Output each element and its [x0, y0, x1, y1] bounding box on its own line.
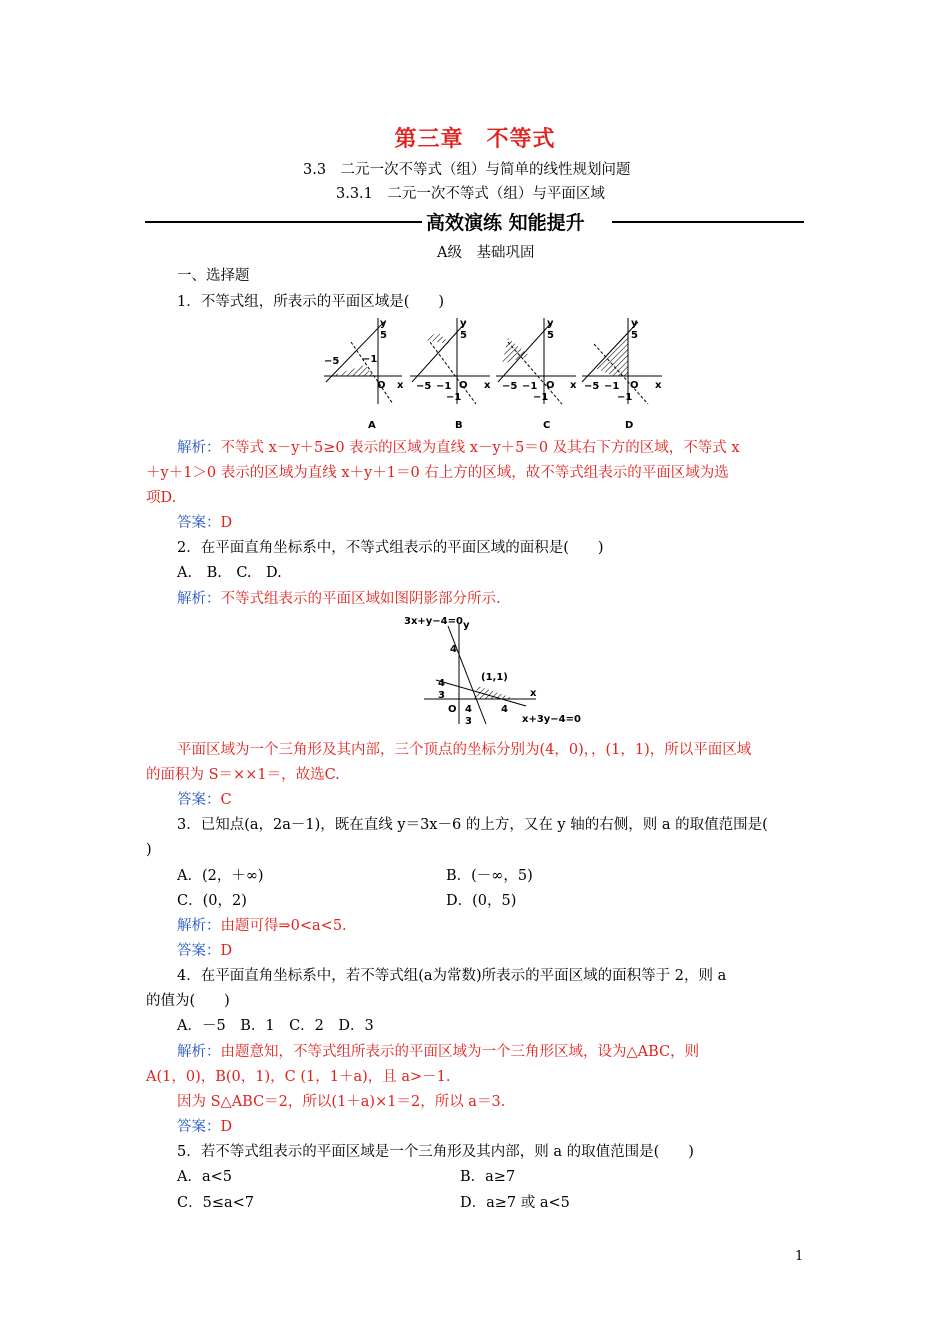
q2-options: A. B. C. D.: [177, 565, 282, 581]
q3-stem-line-1: 3．已知点(a，2a－1)，既在直线 y＝3x－6 的上方，又在 y 轴的右侧，则 a 的取值范围是(: [177, 817, 768, 833]
origin-label: O: [377, 380, 386, 391]
tick-5-label: 5: [460, 330, 467, 341]
q5-option-d: D．a≥7 或 a<5: [460, 1195, 570, 1211]
part-heading: 一、选择题: [177, 268, 250, 284]
analysis-text: 由题可得⇒0<a<5.: [220, 918, 347, 934]
q5-option-c: C．5≤a<7: [177, 1195, 254, 1211]
q1-answer: [177, 513, 232, 533]
tick-4-y-label: 4: [450, 644, 457, 655]
subsection-title: 3.3.1 二元一次不等式（组）与平面区域: [336, 186, 605, 202]
tick-neg1-label: −1: [362, 354, 378, 365]
tick-neg1-y-label: −1: [446, 392, 462, 403]
tick-four-thirds-x-numerator: 4: [465, 704, 472, 715]
q2-conclusion-line-1: 平面区域为一个三角形及其内部，三个顶点的坐标分别为(4，0)，，(1，1)，所以平面区域: [177, 742, 752, 758]
tick-neg5-label: −5: [502, 381, 518, 392]
q4-stem-line-1: 4．在平面直角坐标系中，若不等式组(a为常数)所表示的平面区域的面积等于 2，则 a: [177, 968, 727, 984]
banner-right-rule: [612, 221, 804, 223]
q5-option-a: A．a<5: [177, 1169, 232, 1185]
option-label: B: [455, 420, 463, 431]
q5-stem: 5．若不等式组表示的平面区域是一个三角形及其内部，则 a 的取值范围是( ): [177, 1144, 694, 1160]
chapter-title: 第三章 不等式: [394, 126, 556, 152]
tick-neg1-y-label: −1: [533, 392, 549, 403]
tick-neg1-label: −1: [604, 381, 620, 392]
q1-analysis-line-3: 项D.: [146, 490, 177, 506]
analysis-label: 解析：: [177, 918, 221, 934]
tick-5-label: 5: [380, 330, 387, 341]
tick-neg1-label: −1: [436, 381, 452, 392]
q3-option-b: B．(－∞，5): [446, 868, 533, 884]
q3-option-d: D．(0，5): [446, 893, 517, 909]
tick-four-thirds-x-denominator: 3: [465, 716, 472, 727]
q2-conclusion-line-2: 的面积为 S＝××1＝，故选C.: [146, 767, 340, 783]
section-title: 3.3 二元一次不等式（组）与简单的线性规划问题: [303, 162, 631, 178]
analysis-text: 由题意知，不等式组所表示的平面区域为一个三角形区域，设为△ABC，则: [220, 1044, 700, 1060]
option-label: C: [543, 420, 551, 431]
analysis-label: 解析：: [177, 591, 221, 607]
line1-label: 3x+y−4=0: [404, 616, 463, 627]
answer-label: 答案：: [177, 943, 221, 959]
option-label: D: [625, 420, 634, 431]
q3-stem-line-2: ): [146, 842, 152, 858]
level-label: A级 基础巩固: [437, 245, 535, 261]
x-axis-label: x: [655, 380, 662, 391]
tick-neg5-label: −5: [584, 381, 600, 392]
x-axis-label: x: [397, 380, 404, 391]
q1-graph-d: [582, 318, 662, 431]
q3-option-a: A．(2，＋∞): [177, 868, 264, 884]
option-label: A: [368, 420, 376, 431]
answer-label: 答案：: [177, 515, 221, 531]
y-axis-label: y: [631, 318, 638, 329]
tick-four-thirds-denominator: 3: [438, 690, 445, 701]
origin-label: O: [459, 380, 468, 391]
answer-value: C: [220, 792, 232, 808]
banner-left-rule: [145, 221, 422, 223]
q1-graph-c: [496, 318, 577, 431]
q4-analysis-line-3: 因为 S△ABC＝2，所以(1＋a)×1＝2，所以 a＝3.: [177, 1094, 506, 1110]
q1-graph-a: [324, 318, 404, 431]
x-axis-label: x: [570, 380, 577, 391]
analysis-text: 不等式组表示的平面区域如图阴影部分所示.: [220, 591, 501, 607]
q3-answer: [177, 941, 232, 961]
analysis-text: 不等式 x－y＋5≥0 表示的区域为直线 x－y＋5＝0 及其右下方的区域，不等式 x: [220, 440, 740, 456]
q2-analysis: [177, 589, 501, 609]
tick-neg5-label: −5: [416, 381, 432, 392]
tick-neg1-y-label: −1: [617, 392, 633, 403]
shaded-region: [424, 332, 450, 344]
tick-neg5-label: −5: [324, 356, 340, 367]
q3-option-c: C．(0，2): [177, 893, 247, 909]
answer-value: D: [220, 515, 233, 531]
y-axis-label: y: [460, 318, 467, 329]
analysis-label: 解析：: [177, 1044, 221, 1060]
page-number: 1: [795, 1249, 804, 1264]
q4-analysis-line-1: [177, 1042, 699, 1062]
q2-answer: [177, 790, 232, 810]
q1-analysis-line-2: ＋y＋1＞0 表示的区域为直线 x＋y＋1＝0 右上方的区域，故不等式组表示的平面区域为选: [146, 465, 729, 481]
answer-value: D: [220, 943, 233, 959]
origin-label: O: [546, 380, 555, 391]
q4-options: A．－5 B．1 C．2 D．3: [177, 1018, 374, 1034]
q2-stem: 2．在平面直角坐标系中，不等式组表示的平面区域的面积是( ): [177, 540, 604, 556]
q5-option-b: B．a≥7: [460, 1169, 516, 1185]
tick-four-thirds-numerator: 4: [438, 678, 445, 689]
y-axis-label: y: [463, 620, 470, 631]
q1-analysis-line-1: [177, 438, 740, 458]
answer-label: 答案：: [177, 1119, 221, 1135]
origin-label: O: [448, 704, 457, 715]
answer-label: 答案：: [177, 792, 221, 808]
q1-options-figure: [318, 314, 664, 432]
answer-value: D: [220, 1119, 233, 1135]
q3-analysis: [177, 916, 347, 936]
q2-region-figure: [402, 612, 588, 730]
q4-answer: [177, 1117, 232, 1137]
line2-label: x+3y−4=0: [522, 714, 581, 725]
q1-stem: 1．不等式组，所表示的平面区域是( ): [177, 294, 445, 310]
q4-analysis-line-2: A(1，0)，B(0，1)，C (1，1＋a)，且 a>－1.: [146, 1069, 451, 1085]
banner-text: 高效演练 知能提升: [426, 212, 585, 234]
y-axis-label: y: [547, 318, 554, 329]
tick-5-label: 5: [631, 330, 638, 341]
x-axis-label: x: [484, 380, 491, 391]
tick-4-x-label: 4: [501, 704, 508, 715]
q4-stem-line-2: 的值为( ): [146, 993, 230, 1009]
origin-label: O: [630, 380, 639, 391]
line-x-3y-4: [436, 680, 526, 706]
analysis-label: 解析：: [177, 440, 221, 456]
y-axis-label: y: [380, 318, 387, 329]
boundary-line-solid: [412, 322, 466, 382]
tick-5-label: 5: [547, 330, 554, 341]
tick-neg1-label: −1: [522, 381, 538, 392]
x-axis-label: x: [530, 688, 537, 699]
q1-graph-b: [410, 318, 491, 431]
point-label: (1,1): [481, 672, 508, 683]
